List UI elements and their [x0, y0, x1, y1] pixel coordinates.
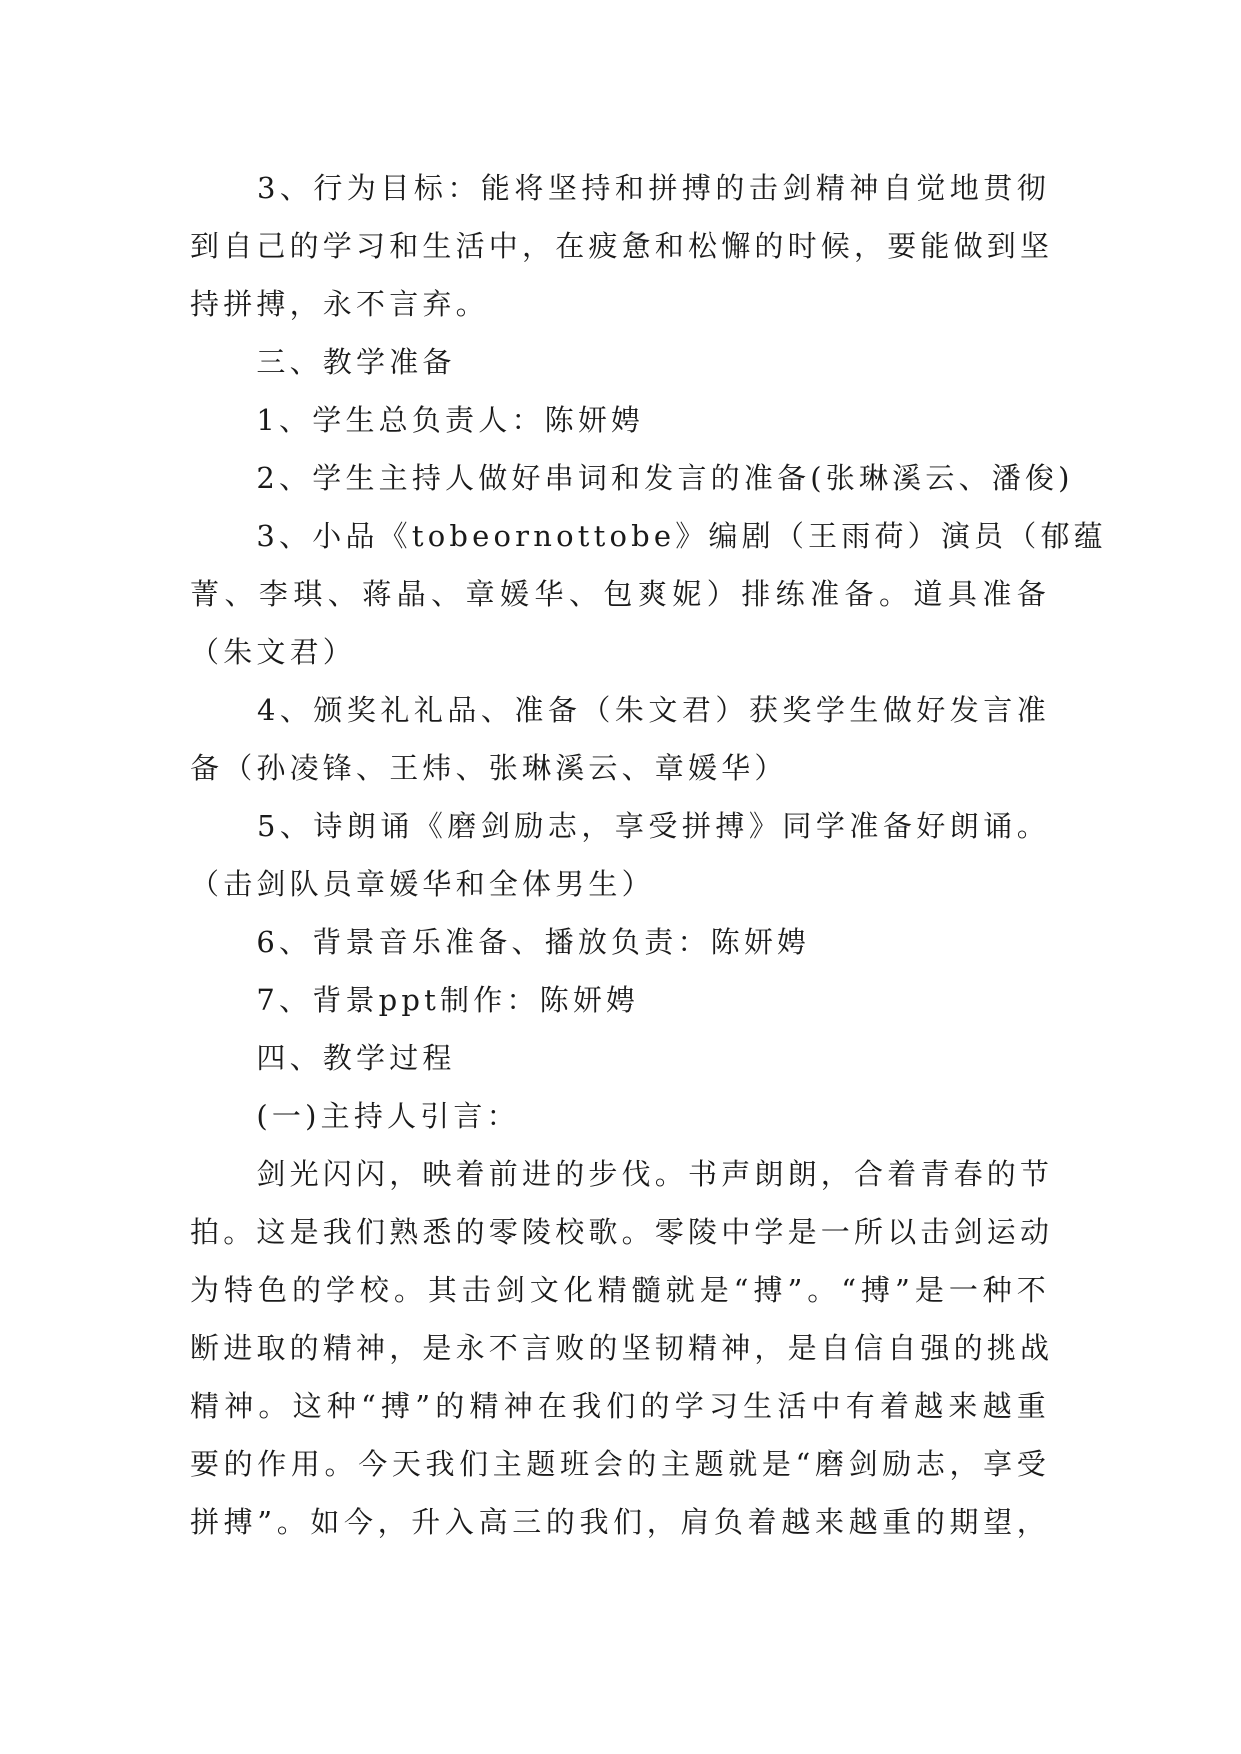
- text-line: 5、诗朗诵《磨剑励志，享受拼搏》同学准备好朗诵。: [190, 809, 1050, 843]
- text-line: 断进取的精神，是永不言败的坚韧精神，是自信自强的挑战: [190, 1331, 1054, 1365]
- text-line: 要的作用。今天我们主题班会的主题就是“磨剑励志，享受: [190, 1447, 1050, 1481]
- text-line: 6、背景音乐准备、播放负责：陈妍娉: [190, 925, 811, 959]
- text-line: （击剑队员章媛华和全体男生）: [190, 867, 655, 901]
- text-line: （朱文君）: [190, 635, 357, 669]
- text-line: 菁、李琪、蒋晶、章媛华、包爽妮）排练准备。道具准备: [190, 577, 1050, 611]
- text-line: 持拼搏，永不言弃。: [190, 287, 489, 321]
- text-line: 剑光闪闪，映着前进的步伐。书声朗朗，合着青春的节: [190, 1157, 1054, 1191]
- text-line: 备（孙凌锋、王炜、张琳溪云、章媛华）: [190, 751, 788, 785]
- text-line: 7、背景ppt制作：陈妍娉: [190, 983, 640, 1017]
- text-line: 拼搏”。如今，升入高三的我们，肩负着越来越重的期望，: [190, 1505, 1050, 1539]
- text-line: 三、教学准备: [190, 345, 456, 379]
- text-line: (一)主持人引言：: [190, 1099, 520, 1133]
- text-line: 为特色的学校。其击剑文化精髓就是“搏”。“搏”是一种不: [190, 1273, 1050, 1307]
- text-line: 2、学生主持人做好串词和发言的准备(张琳溪云、潘俊): [190, 461, 1074, 495]
- text-line: 4、颁奖礼礼品、准备（朱文君）获奖学生做好发言准: [190, 693, 1050, 727]
- text-line: 3、小品《tobeornottobe》编剧（王雨荷）演员（郁蕴: [190, 519, 1107, 553]
- text-line: 3、行为目标：能将坚持和拼搏的击剑精神自觉地贯彻: [190, 171, 1050, 205]
- text-line: 1、学生总负责人：陈妍娉: [190, 403, 645, 437]
- text-line: 精神。这种“搏”的精神在我们的学习生活中有着越来越重: [190, 1389, 1050, 1423]
- text-line: 到自己的学习和生活中，在疲惫和松懈的时候，要能做到坚: [190, 229, 1054, 263]
- text-line: 拍。这是我们熟悉的零陵校歌。零陵中学是一所以击剑运动: [190, 1215, 1054, 1249]
- text-line: 四、教学过程: [190, 1041, 456, 1075]
